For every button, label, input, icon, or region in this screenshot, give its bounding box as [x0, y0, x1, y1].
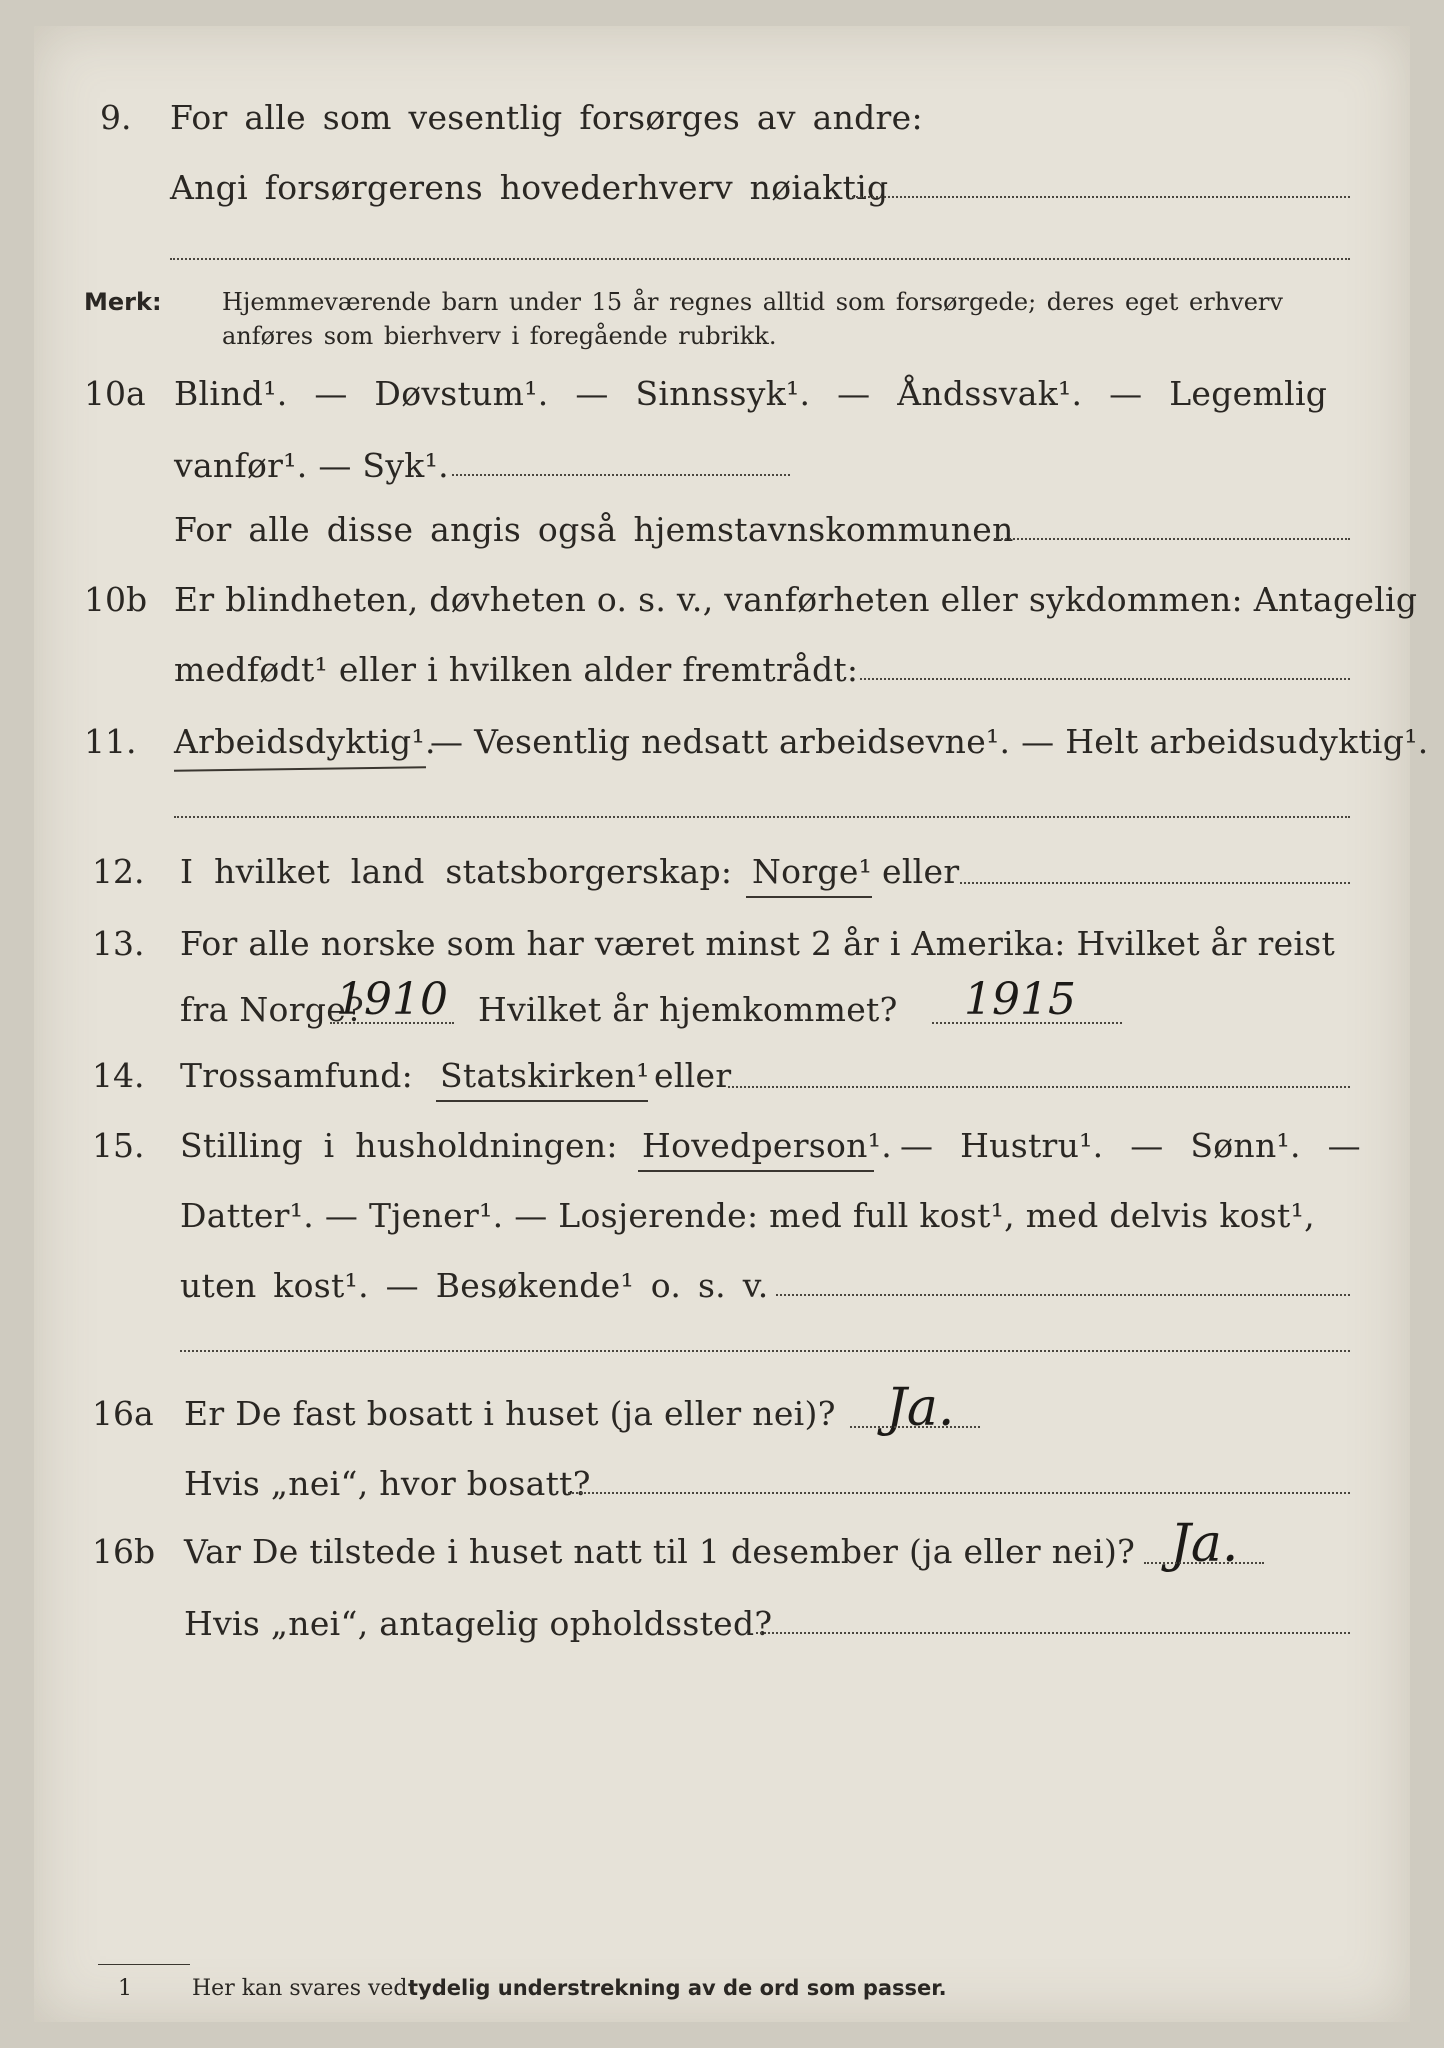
q13-answer-hjemkommet: 1915: [964, 974, 1076, 1025]
q15-line1a: Stilling i husholdningen:: [180, 1126, 618, 1165]
q10a-line2: vanfør¹. — Syk¹.: [174, 446, 449, 485]
q10b-number: 10b: [84, 580, 148, 619]
merk-label: Merk:: [84, 288, 162, 316]
q15-line1b: — Hustru¹. — Sønn¹. —: [900, 1126, 1361, 1165]
q16b-answer-field[interactable]: [1144, 1562, 1264, 1564]
q9-line2: Angi forsørgerens hovederhverv nøiaktig: [170, 168, 889, 207]
q16a-where-field[interactable]: [568, 1492, 1350, 1494]
q9-answer-field-2[interactable]: [170, 258, 1350, 260]
q10a-hometown-field[interactable]: [994, 538, 1350, 540]
q14-underline-mark: [436, 1100, 648, 1102]
q10b-answer-field[interactable]: [860, 678, 1350, 680]
q13-number: 13.: [92, 924, 145, 963]
q15-number: 15.: [92, 1126, 145, 1165]
q12-underline-mark: [746, 896, 872, 898]
q13-line2b: Hvilket år hjemkommet?: [478, 990, 898, 1029]
q15-answer-field-2[interactable]: [180, 1350, 1350, 1352]
q12-text: I hvilket land statsborgerskap:: [180, 852, 733, 891]
q15-underline-mark: [638, 1170, 874, 1172]
census-form-page: [34, 26, 1429, 2022]
footnote-text-a: Her kan svares ved: [192, 1976, 408, 2001]
q16a-line2: Hvis „nei“, hvor bosatt?: [184, 1464, 591, 1503]
footnote-mark: 1: [118, 1976, 132, 2001]
q16b-number: 16b: [92, 1532, 156, 1571]
q9-line1: For alle som vesentlig forsørges av andre:: [170, 98, 923, 137]
q16a-answer: Ja.: [886, 1378, 955, 1438]
q14-number: 14.: [92, 1056, 145, 1095]
q11-number: 11.: [84, 722, 137, 761]
q11-option-arbeidsdyktig: Arbeidsdyktig¹.: [174, 722, 436, 761]
q16b-where-field[interactable]: [756, 1632, 1350, 1634]
q16b-line1: Var De tilstede i huset natt til 1 desember (ja eller nei)?: [184, 1532, 1136, 1571]
footnote-text-b: tydelig understrekning av de ord som passer.: [408, 1976, 947, 2000]
q12-tail: eller: [882, 852, 960, 891]
q14-text: Trossamfund:: [180, 1056, 414, 1095]
q9-answer-field[interactable]: [852, 196, 1350, 198]
q16b-line2: Hvis „nei“, antagelig opholdssted?: [184, 1604, 773, 1643]
q10b-line2: medfødt¹ eller i hvilken alder fremtrådt:: [174, 650, 859, 689]
q10a-number: 10a: [84, 374, 146, 413]
q16a-answer-field[interactable]: [850, 1426, 980, 1428]
q14-answer-field[interactable]: [728, 1086, 1350, 1088]
q16a-number: 16a: [92, 1394, 154, 1433]
q11-rest: — Vesentlig nedsatt arbeidsevne¹. — Helt arbeidsudyktig¹.: [430, 722, 1429, 761]
q12-answer-field[interactable]: [960, 882, 1350, 884]
q14-tail: eller: [654, 1056, 732, 1095]
q11-underline-mark: [174, 766, 426, 772]
footnote-rule: [98, 1964, 190, 1965]
q15-option-hovedperson: Hovedperson¹.: [642, 1126, 893, 1165]
q15-answer-field[interactable]: [776, 1294, 1350, 1296]
q11-answer-field[interactable]: [174, 816, 1350, 818]
q10b-line1: Er blindheten, døvheten o. s. v., vanførheten eller sykdommen: Antagelig: [174, 580, 1418, 619]
q15-line2: Datter¹. — Tjener¹. — Losjerende: med full kost¹, med delvis kost¹,: [180, 1196, 1315, 1235]
q13-line2a: fra Norge?: [180, 990, 365, 1029]
q13-line1: For alle norske som har været minst 2 år i Amerika: Hvilket år reist: [180, 924, 1336, 963]
q10a-line3: For alle disse angis også hjemstavnskommunen: [174, 510, 1014, 549]
q12-option-norge: Norge¹: [752, 852, 873, 891]
q13-hjemkommet-field[interactable]: [932, 1022, 1122, 1024]
q15-line3: uten kost¹. — Besøkende¹ o. s. v.: [180, 1266, 769, 1305]
q14-option-statskirken: Statskirken¹: [440, 1056, 650, 1095]
merk-line1: Hjemmeværende barn under 15 år regnes alltid som forsørgede; deres eget erhverv: [222, 288, 1283, 316]
merk-line2: anføres som bierhverv i foregående rubrikk.: [222, 322, 777, 350]
q10a-line1: Blind¹. — Døvstum¹. — Sinnssyk¹. — Åndssvak¹. — Legemlig: [174, 374, 1328, 413]
q16a-line1: Er De fast bosatt i huset (ja eller nei)?: [184, 1394, 836, 1433]
q13-reist-field[interactable]: [330, 1022, 454, 1024]
q13-answer-reist: 1910: [336, 974, 448, 1025]
q9-number: 9.: [100, 98, 132, 137]
q10a-answer-field[interactable]: [452, 474, 790, 476]
q12-number: 12.: [92, 852, 145, 891]
q16b-answer: Ja.: [1170, 1514, 1239, 1574]
